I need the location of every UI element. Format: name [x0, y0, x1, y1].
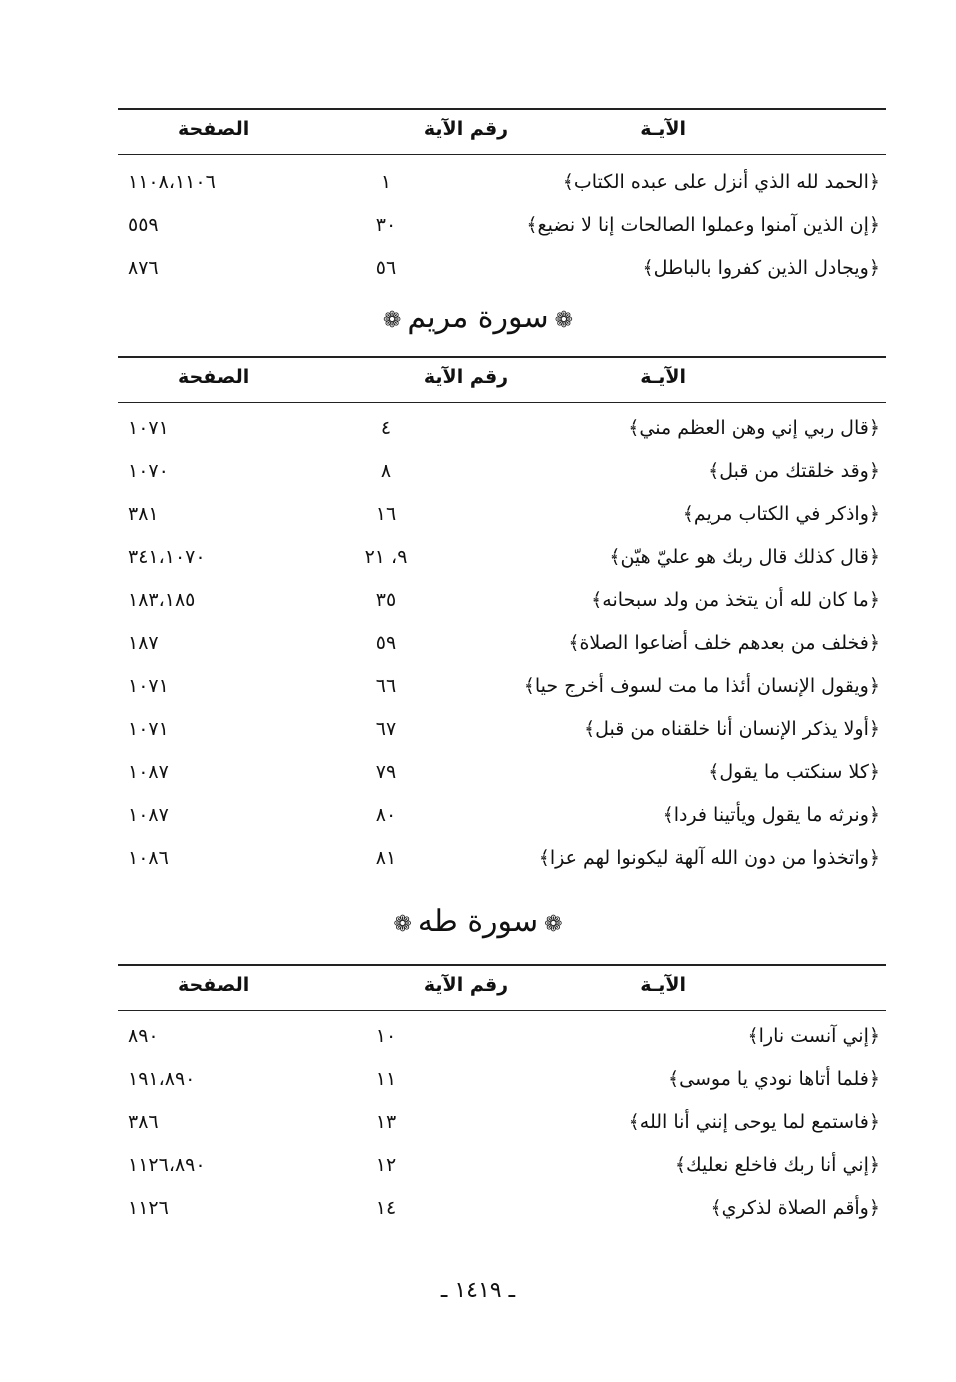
ayah-text: ﴿فاستمع لما يوحى إنني أنا الله﴾ — [628, 1111, 880, 1133]
table-row — [118, 409, 886, 452]
ayah-number: ١٢ — [375, 1154, 397, 1176]
ayah-number: ١١ — [375, 1068, 397, 1090]
ayah-number: ١٣ — [375, 1111, 397, 1133]
ayah-text: ﴿إن الذين آمنوا وعملوا الصالحات إنا لا نضيع﴾ — [526, 214, 880, 236]
ayah-number: ٥٦ — [375, 257, 397, 279]
ayah-text: ﴿فخلف من بعدهم خلف أضاعوا الصلاة﴾ — [568, 632, 880, 654]
surah-title-maryam — [0, 300, 956, 335]
table-row — [118, 796, 886, 839]
ayah-text: ﴿إني آنست نارا﴾ — [747, 1025, 880, 1047]
ayah-text: ﴿وأقم الصلاة لذكري﴾ — [710, 1197, 880, 1219]
table-row — [118, 624, 886, 667]
table-row — [118, 452, 886, 495]
ayah-text: ﴿ما كان لله أن يتخذ من ولد سبحانه﴾ — [591, 589, 880, 611]
ayah-text: ﴿واتخذوا من دون الله آلهة ليكونوا لهم عزا﴾ — [538, 847, 880, 869]
page-ref: ١١٢٦ — [128, 1197, 169, 1219]
table-row — [118, 249, 886, 292]
ayah-text: ﴿كلا سنكتب ما يقول﴾ — [708, 761, 880, 783]
page-ref: ١٨٣،١٨٥ — [128, 589, 196, 611]
ayah-number: ١٤ — [375, 1197, 397, 1219]
page-ref: ٣٨١ — [128, 503, 159, 525]
ayah-text: ﴿ونرثه ما يقول ويأتينا فردا﴾ — [662, 804, 880, 826]
table-row — [118, 538, 886, 581]
page-ref: ٨٧٦ — [128, 257, 159, 279]
header-ayah-number: رقم الآية — [423, 366, 509, 388]
page-number: ـ ١٤١٩ ـ — [440, 1278, 516, 1303]
ayah-text: ﴿قال كذلك قال ربك هو عليّ هيّن﴾ — [609, 546, 880, 568]
ayah-text: ﴿ويقول الإنسان أئذا ما مت لسوف أخرج حيا﴾ — [523, 675, 880, 697]
page-ref: ١٨٧ — [128, 632, 159, 654]
ayah-text: ﴿قال ربي إني وهن العظم مني﴾ — [628, 417, 880, 439]
page-ref: ١٠٨٦ — [128, 847, 169, 869]
page-ref: ١٩١،٨٩٠ — [128, 1068, 196, 1090]
page-ref: ١١٠٨،١١٠٦ — [128, 171, 216, 193]
ayah-number: ٦٧ — [375, 718, 397, 740]
table-section-taha — [118, 964, 886, 1232]
header-page: الصفحة — [178, 366, 250, 388]
page-ref: ١٠٨٧ — [128, 761, 169, 783]
table-row — [118, 1103, 886, 1146]
table-row — [118, 753, 886, 796]
ornament-icon: ❁ — [544, 912, 563, 937]
ayah-text: ﴿فلما أتاها نودي يا موسى﴾ — [668, 1068, 880, 1090]
ayah-number: ٣٥ — [375, 589, 397, 611]
ayah-text: ﴿الحمد لله الذي أنزل على عبده الكتاب﴾ — [562, 171, 880, 193]
surah-name: سورة طه — [417, 904, 539, 939]
surah-name: سورة مريم — [407, 300, 549, 335]
ayah-number: ١٦ — [375, 503, 397, 525]
ornament-icon: ❁ — [393, 912, 412, 937]
table-row — [118, 1060, 886, 1103]
ayah-text: ﴿واذكر في الكتاب مريم﴾ — [682, 503, 880, 525]
table-row — [118, 1017, 886, 1060]
header-page: الصفحة — [178, 118, 250, 140]
header-ayah: الآيـة — [640, 366, 686, 388]
surah-title-taha — [0, 904, 956, 939]
table-header — [118, 108, 886, 155]
header-page: الصفحة — [178, 974, 250, 996]
ayah-number: ٨٠ — [375, 804, 397, 826]
table-row — [118, 667, 886, 710]
ayah-number: ١ — [380, 171, 392, 193]
ayah-text: ﴿أولا يذكر الإنسان أنا خلقناه من قبل﴾ — [583, 718, 880, 740]
ayah-number: ٤ — [380, 417, 392, 439]
ayah-number: ٣٠ — [375, 214, 397, 236]
header-ayah: الآيـة — [640, 974, 686, 996]
ornament-icon: ❁ — [382, 308, 402, 333]
ayah-number: ٩، ٢١ — [364, 546, 408, 568]
page-ref: ٨٩٠ — [128, 1025, 159, 1047]
page-ref: ٥٥٩ — [128, 214, 159, 236]
ayah-number: ١٠ — [375, 1025, 397, 1047]
ayah-number: ٧٩ — [375, 761, 397, 783]
table-row — [118, 1189, 886, 1232]
table-row — [118, 710, 886, 753]
table-section-maryam — [118, 356, 886, 882]
ayah-text: ﴿وقد خلقتك من قبل﴾ — [708, 460, 880, 482]
ayah-number: ٨١ — [375, 847, 397, 869]
table-section-1 — [118, 108, 886, 292]
page-ref: ١٠٧١ — [128, 718, 169, 740]
table-header — [118, 964, 886, 1011]
ayah-text: ﴿ويجادل الذين كفروا بالباطل﴾ — [642, 257, 880, 279]
header-ayah-number: رقم الآية — [423, 974, 509, 996]
ayah-number: ٥٩ — [375, 632, 397, 654]
page-ref: ١٠٨٧ — [128, 804, 169, 826]
table-row — [118, 495, 886, 538]
ornament-icon: ❁ — [554, 308, 574, 333]
ayah-number: ٦٦ — [375, 675, 397, 697]
page-ref: ١٠٧١ — [128, 417, 169, 439]
table-row — [118, 163, 886, 206]
page-ref: ١١٢٦،٨٩٠ — [128, 1154, 206, 1176]
table-body — [118, 403, 886, 882]
table-body — [118, 1011, 886, 1232]
header-ayah: الآيـة — [640, 118, 686, 140]
table-header — [118, 356, 886, 403]
table-row — [118, 1146, 886, 1189]
page-ref: ١٠٧٠ — [128, 460, 169, 482]
table-row — [118, 206, 886, 249]
page-ref: ٣٤١،١٠٧٠ — [128, 546, 206, 568]
header-ayah-number: رقم الآية — [423, 118, 509, 140]
table-body — [118, 155, 886, 292]
ayah-text: ﴿إني أنا ربك فاخلع نعليك﴾ — [674, 1154, 880, 1176]
page-ref: ١٠٧١ — [128, 675, 169, 697]
table-row — [118, 581, 886, 624]
page-ref: ٣٨٦ — [128, 1111, 159, 1133]
table-row — [118, 839, 886, 882]
ayah-number: ٨ — [380, 460, 392, 482]
